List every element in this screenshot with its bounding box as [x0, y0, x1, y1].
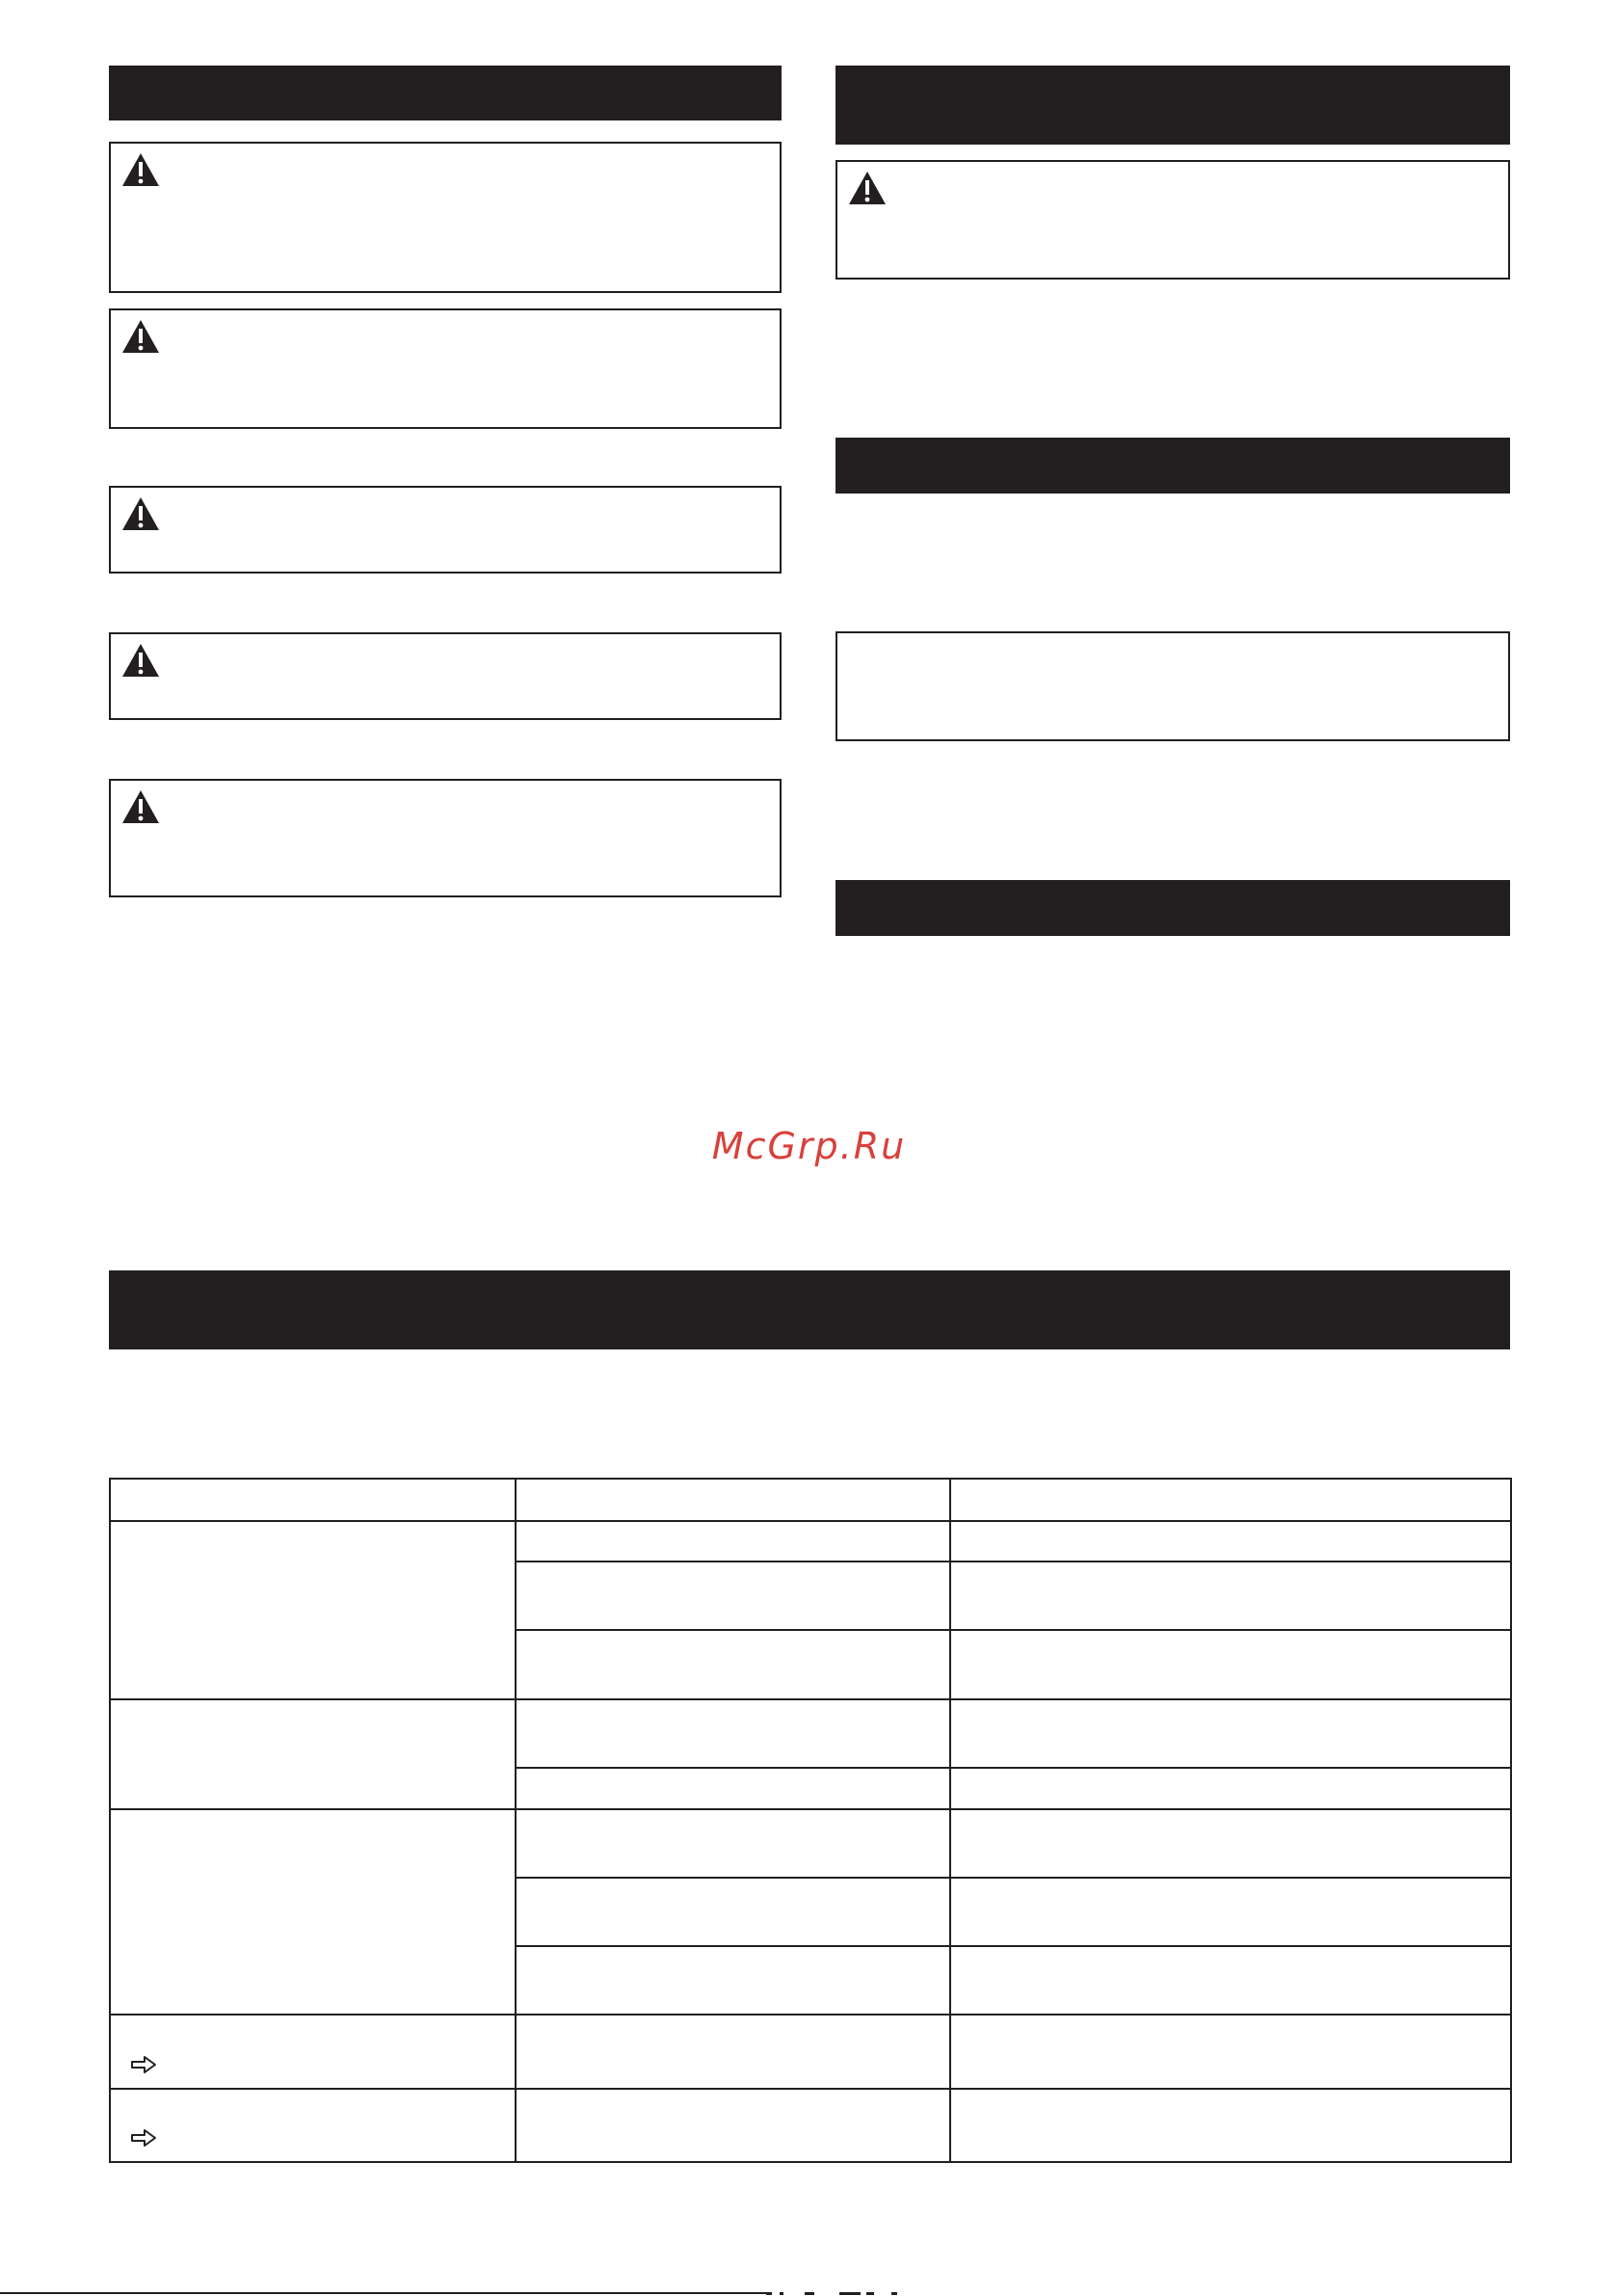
table-cell — [950, 1562, 1511, 1630]
table-cell — [110, 1521, 516, 1698]
warning-triangle-icon — [120, 642, 161, 679]
table-cell — [516, 1562, 950, 1630]
warning-box-4 — [109, 632, 782, 720]
hollow-right-arrow-icon — [130, 2055, 157, 2074]
warning-triangle-icon — [120, 495, 161, 532]
table-header-row — [110, 1479, 1511, 1521]
table-cell — [950, 1809, 1511, 1878]
table-cell — [110, 1699, 516, 1809]
section-heading-bar-full — [109, 1270, 1510, 1349]
table-cell — [950, 1699, 1511, 1768]
warning-box-1 — [109, 142, 782, 293]
table-row — [110, 2089, 1511, 2162]
table-cell — [950, 1878, 1511, 1946]
table-row — [110, 1699, 1511, 1768]
warning-box-3 — [109, 486, 782, 574]
watermark-text: McGrp.Ru — [711, 1125, 907, 1167]
table-cell — [516, 2015, 950, 2088]
warning-box-6 — [836, 160, 1510, 280]
table-row — [110, 1809, 1511, 1878]
warning-triangle-icon — [120, 318, 161, 355]
table-cell — [516, 1946, 950, 2015]
table-header-cell — [516, 1479, 950, 1521]
section-heading-bar-right-3 — [836, 880, 1510, 936]
troubleshooting-table — [109, 1478, 1512, 2163]
table-header-cell — [950, 1479, 1511, 1521]
table-cell — [516, 2089, 950, 2162]
warning-box-2 — [109, 308, 782, 429]
table-cell — [516, 1768, 950, 1809]
note-box — [836, 631, 1510, 741]
section-heading-bar-right-2 — [836, 438, 1510, 494]
table-cell — [516, 1699, 950, 1768]
table-cell — [950, 2089, 1511, 2162]
table-cell — [516, 1809, 950, 1878]
warning-triangle-icon — [120, 788, 161, 825]
warning-triangle-icon — [847, 170, 888, 206]
warning-box-5 — [109, 779, 782, 897]
table-row — [110, 2015, 1511, 2088]
footer-rule — [0, 2292, 771, 2294]
section-heading-bar-left-1 — [109, 66, 782, 120]
table-cell — [950, 1768, 1511, 1809]
table-cell — [110, 2015, 516, 2088]
table-cell — [950, 1946, 1511, 2015]
hollow-right-arrow-icon — [130, 2128, 157, 2148]
table-cell — [516, 1878, 950, 1946]
warning-triangle-icon — [120, 151, 161, 188]
table-header-cell — [110, 1479, 516, 1521]
table-cell — [950, 2015, 1511, 2088]
section-heading-bar-right-1 — [836, 66, 1510, 145]
table-cell — [516, 1630, 950, 1698]
table-cell — [110, 1809, 516, 2016]
table-cell — [950, 1521, 1511, 1562]
table-cell — [950, 1630, 1511, 1698]
table-cell — [516, 1521, 950, 1562]
table-row — [110, 1521, 1511, 1562]
table-cell — [110, 2089, 516, 2162]
footer-marks — [766, 2291, 920, 2295]
